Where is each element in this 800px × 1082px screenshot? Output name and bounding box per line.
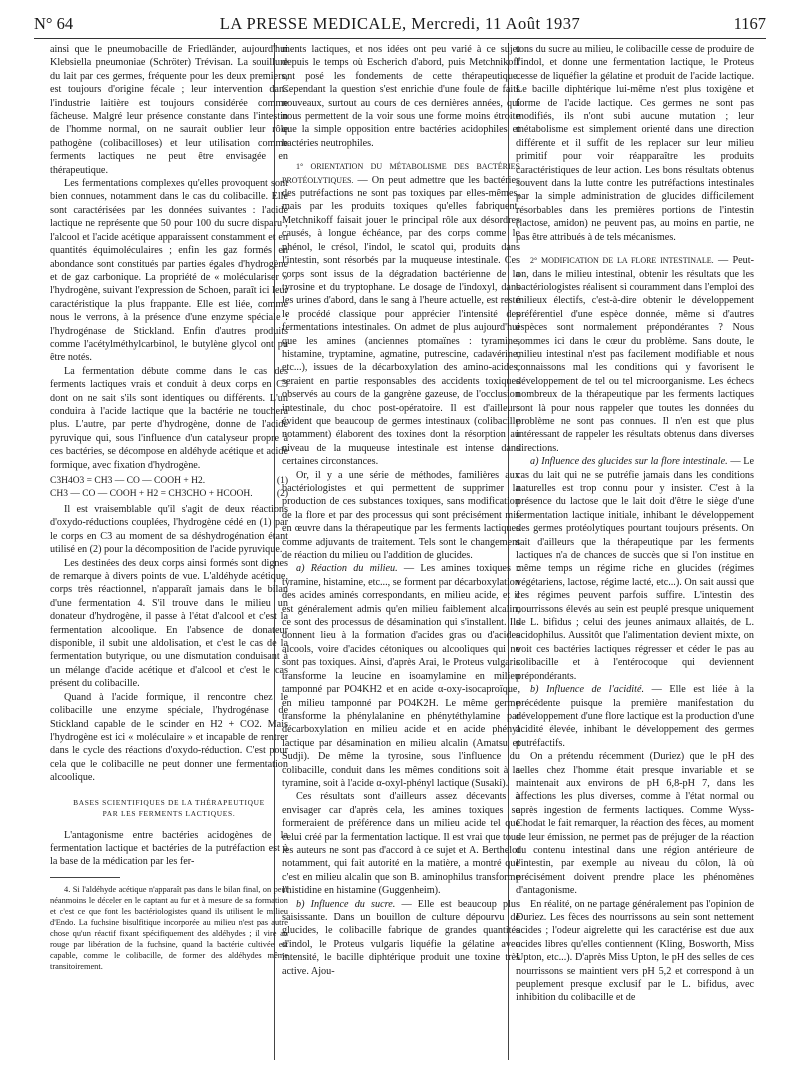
issue-number: N° 64 bbox=[34, 14, 74, 33]
paragraph: Or, il y a une série de méthodes, familières aux bactériologistes et qui permettent de supprimer la production de ces substances toxiques, sans modification de la flore et par des processus qui sont précisément mis en œuvre dans la thérapeutique par les ferments lactiques comme adjuvants de traitement. Tels sont le changement de réaction du milieu ou l'addition de glucides. bbox=[282, 469, 520, 562]
section-heading-line: PAR LES FERMENTS LACTIQUES. bbox=[102, 808, 236, 818]
paragraph: Quand à l'acide formique, il rencontre chez le colibacille une enzyme spéciale, l'hydrogénase de Stickland capable de le scinder en H2 + CO2. Mais l'hydrogène est ici « moléculaire » et incapable de rentrer dans le cycle des réactions d'oxydo-réduction. C'est pour cela que le colibacille ne peut donner une fermentation alcoolique. bbox=[50, 691, 288, 784]
paragraph bbox=[516, 455, 754, 683]
section-heading bbox=[50, 797, 288, 819]
paragraph: L'antagonisme entre bactéries acidogènes de la fermentation lactique et bactéries de la putréfaction est à la base de la médication par les fer- bbox=[50, 829, 288, 868]
section-text: — On peut admettre que les bactéries des putréfactions ne sont pas toxiques par elles-mêmes, mais par les produits toxiques qu'elles fabriquent. Metchnikoff faisait jouer le principal rôle aux désordres causés, à longue échéance, par des corps comme le phénol, le crésol, l'indol, le scatol qui, produits dans l'intestin, sont résorbés par la muqueuse intestinale. Ces corps sont issus de la dégradation bactérienne de la tyrosine et du tryptophane. Le dosage de l'indoxyl, dans les urines d'abord, dans le sang à l'heure actuelle, est resté le procédé classique pour apprécier l'intensité des fermentations intestinales. On admet de plus aujourd'hui que les amines (anciennes ptomaïnes : tyramine, histamine, tryptamine, agmatine, putrescine, cadavérine, etc...), issues de la décarboxylation des amino-acides, seraient en partie responsables des accidents toxiques observés au cours de la gangrène gazeuse, de l'occlusion intestinale, du choc post-opératoire. Il est d'ailleurs évident que beaucoup de germes intestinaux (colibacille notamment) élaborent des toxines dont la résorption au niveau de la muqueuse intestinale est intense dans certaines circonstances. bbox=[282, 174, 520, 468]
paragraph: ainsi que le pneumobacille de Friedländer, aujourd'hui Klebsiella pneumoniae (Schröter) Trévisan. La souillure du lait par ces germes, fréquente pour les deux premiers, est toujours d'origine fécale ; leur intervention dans l'industrie laitière est toujours considérée comme fâcheuse. Malgré leur présence constante dans l'intestin de l'homme normal, on ne saurait oublier leur rôle pathogène (colibacilloses) et leur utilisation comme ferments lactiques ne peut être envisagée en thérapeutique. bbox=[50, 44, 288, 176]
section-title: 1° ORIENTATION DU MÉTABOLISME DES BACTÉRIES PROTÉOLYTIQUES. bbox=[282, 162, 520, 185]
formula: C3H4O3 = CH3 — CO — COOH + H2. bbox=[50, 476, 206, 486]
subsection-title: b) Influence de l'acidité. bbox=[530, 684, 645, 696]
header-rule bbox=[34, 38, 766, 39]
paragraph bbox=[282, 160, 520, 468]
page-number: 1167 bbox=[733, 14, 766, 33]
section-heading-line: BASES SCIENTIFIQUES DE LA THÉRAPEUTIQUE bbox=[73, 797, 265, 807]
page-header bbox=[34, 14, 766, 36]
subsection-title: a) Réaction du milieu. bbox=[296, 563, 398, 575]
paragraph bbox=[282, 562, 520, 790]
paragraph: Il est vraisemblable qu'il s'agit de deux réactions d'oxydo-réductions couplées, l'hydrogène cédé en (1) par le corps en C3 au moment de sa déshydrogénation étant utilisé en (2) pour la décomposition de l'acide pyruvique. bbox=[50, 504, 288, 556]
paragraph: Les destinées des deux corps ainsi formés sont dignes de remarque à divers points de vue. L'aldéhyde acétique, corps très réactionnel, n'apparaît jamais dans le bilan d'une fermentation 4. S'il trouve dans le milieu un donateur d'hydrogène, il passe à l'état d'alcool et c'est la fermentation alcoolique. En l'absence de donateur disponible, il subit une aldolisation, et c'est le cas de la fermentation butyrique, ou une dismutation conduisant à un mélange d'acide acétique et d'alcool et c'est le cas présent du colibacille. bbox=[50, 557, 288, 690]
subsection-text: — Les amines toxiques : tyramine, histamine, etc..., se forment par décarboxylation des acides aminés correspondants, en milieu acide, et il est généralement admis qu'en milieu faiblement alcalin, ce sont des processus de désamination qui s'installent. Ils donnent lieu à la formation d'acides gras ou d'acides alcools, voire d'acides cétoniques ou alcooliques qui ne sont pas toxiques. Ainsi, d'après Arai, le Proteus vulgaris transforme la leucine en isoamylamine en milieu tamponné par PO4KH2 et en acide α-oxy-isocaproïque, en milieu tamponné par PO4K2H. Le même germe transforme la phénylalanine en phénytéthylamine par décarboxylation en milieu acide et en acide phényl lactique par désamination en milieu alcalin (Amatsu et Sudji). De même la tyrosine, sous l'influence du colibacille, conduit dans les mêmes conditions soit à la tyramine, soit à l'acide α-oxyl-phényl lactique (Susaki). bbox=[282, 563, 520, 789]
subsection-title: a) Influence des glucides sur la flore intestinale. bbox=[530, 456, 728, 468]
column-2 bbox=[282, 43, 520, 1060]
journal-title: LA PRESSE MEDICALE, Mercredi, 11 Août 1937 bbox=[219, 14, 581, 33]
paragraph: On a prétendu récemment (Duriez) que le pH des selles chez l'homme était presque invariable et se maintenait aux environs de pH 6,8-pH 7, dans les affections les plus diverses, comme à l'état normal ou après ingestion de ferments lactiques. Comme Wyss-Chodat le fait remarquer, la réaction des fèces, au moment de leur émission, ne permet pas de préjuger de la réaction du contenu intestinal dans une région antérieure de l'intestin, par exemple au niveau du côlon, là où précisément doivent prendre place les phénomènes d'antagonisme. bbox=[516, 751, 754, 897]
formula-number: (2) bbox=[276, 488, 288, 499]
paragraph: ments lactiques, et nos idées ont peu varié à ce sujet depuis le temps où Escherich d'abord, puis Metchnikoff ont posé les fondements de cette thérapeutique. Cependant la question s'est enrichie d'une foule de faits nouveaux, surtout au cours de ces dernières années, qui nous permettent de la voir sous une forme moins étroite que la simple opposition entre bactéries acidophiles et bactéries neutrophiles. bbox=[282, 44, 520, 149]
column-1 bbox=[50, 43, 288, 1060]
footnote: 4. Si l'aldéhyde acétique n'apparaît pas dans le bilan final, on peut néanmoins le déceler en le captant au fur et à mesure de sa formation et c'est ce que font les bactériologistes quand ils utilisent le milieu d'Endo. La fuchsine bisulfitique incorporée au milieu n'est pas autre chose qu'un réactif fixant spécifiquement des aldéhydes ; il vire au rouge par libération de la fuchsine, quand la bactérie cultivée est capable, comme le colibacille, de former des aldéhydes même transitoirement. bbox=[50, 884, 288, 971]
paragraph: Les fermentations complexes qu'elles provoquent sont bien connues, notamment dans le cas du colibacille. Elle sont caractérisées par les données suivantes : l'acide lactique ne représente que 50 pour 100 du sucre disparu ; l'alcool et l'acide acétique apparaissent constamment et en quantités équimoléculaires ; enfin les gaz formés en abondance sont constitués par parties égales d'hydrogène et de gaz carbonique. La propriété de « moléculariser » l'hydrogène, suivant l'expression de Schoen, paraît ici leur caractéristique la plus frappante. Elle est liée, comme nous le verrons, à la présence d'une enzyme spéciale : l'hydrogénase de Stickland. Enfin d'autres produits comme l'acétylméthylcarbinol, le butylène glycol ont pu être notés. bbox=[50, 178, 288, 364]
subsection-text: — Elle est beaucoup plus saisissante. Dans un bouillon de culture dépourvu de glucides, le colibacille fabrique de grandes quantités d'indol, le Proteus vulgaris liquéfie la gélatine avec intensité, le bacille diphtérique produit une toxine très active. Ajou- bbox=[282, 898, 520, 977]
formula-number: (1) bbox=[276, 476, 288, 486]
formula-block bbox=[50, 475, 288, 500]
section-title: 2° MODIFICATION DE LA FLORE INTESTINALE. bbox=[530, 256, 714, 266]
subsection-text: — Le cas du lait qui ne se putréfie jamais dans les conditions naturelles est trop connu pour y insister. C'est à la présence du lactose que le lait doit d'être le siège d'une fermentation lactique initiale, inhibant le développement des germes protéolytiques pourtant toujours présents. On sait d'ailleurs que la thérapeutique par les ferments lactiques n'a de chances de succès que si l'on institue en même temps un régime riche en glucides (régimes végétariens, lactose, régime lacté, etc...). On sait aussi que ces régimes peuvent parfois suffire. L'intestin des nourrissons élevés au sein est peuplé presque uniquement de L. bifidus ; celui des jeunes animaux allaités, de L. acidophilus. Aussitôt que l'alimentation devient mixte, on voit ces bactéries lactiques régresser et céder le pas au colibacille et à l'entérocoque qui deviennent prépondérants. bbox=[516, 456, 754, 682]
paragraph: La fermentation débute comme dans le cas des ferments lactiques vrais et conduit à deux corps en C3 dont on ne sait s'ils sont identiques ou différents. L'un conduira à l'acide lactique que la bactérie ne touchera plus. L'autre, par perte d'hydrogène, donne de l'acide pyruvique qui, sous l'influence d'un catalyseur propre à ces bactéries, se décompose en aldéhyde acétique et acide formique, avec fixation d'hydrogène. bbox=[50, 365, 288, 471]
paragraph bbox=[282, 898, 520, 978]
paragraph: Ces résultats sont d'ailleurs assez décevants à envisager car d'après cela, les amines toxiques se formeraient de préférence dans un milieu acide tel que celui créé par la fermentation lactique. Il est vrai que tous les auteurs ne sont pas d'accord à ce sujet et A. Berthelot notamment, qui fait autorité en la matière, a montré que c'est en milieu alcalin que son B. aminophilus transforme l'histidine en histamine (Guggenheim). bbox=[282, 791, 520, 897]
paragraph: tons du sucre au milieu, le colibacille cesse de produire de l'indol, et donne une fermentation lactique, le Proteus cesse de liquéfier la gélatine et produit de l'acide lactique. Le bacille diphtérique lui-même n'est plus toxigène et forme de l'acide lactique. Ces germes ne sont pas modifiés, ils n'ont subi aucune mutation ; leur métabolisme est simplement orienté dans une direction différente et il suffit de les replacer sur leur milieu primitif pour voir réapparaître les produits caractéristiques de leur action. Les bons résultats obtenus souvent dans la lutte contre les putréfactions intestinales par la simple administration de glucides difficilement résorbables dans les premières portions de l'intestin (lactose, amidon) ne peuvent pas, au moins en partie, ne pas être attribués à de tels mécanismes. bbox=[516, 44, 754, 243]
subsection-text: — Elle est liée à la précédente puisque la première manifestation du développement d'une flore lactique est la production d'une acidité élevée, inhibant le développement des germes putréfactifs. bbox=[516, 684, 754, 749]
subsection-title: b) Influence du sucre. bbox=[296, 898, 396, 910]
column-3 bbox=[516, 43, 754, 1060]
formula: CH3 — CO — COOH + H2 = CH3CHO + HCOOH. bbox=[50, 488, 253, 499]
footnote-rule bbox=[50, 877, 120, 878]
section-text: — Peut-on, dans le milieu intestinal, obtenir les résultats que les bactériologistes réalisent si couramment dans l'emploi des milieux électifs, c'est-à-dire obtenir le développement préférentiel d'une espèce donnée, même si d'autres espèces sont normalement prépondérantes ? Nous sommes ici dans le cœur du problème. Sans doute, le milieu intestinal n'est pas facilement modifiable et nous connaissons mal les conditions qui y favorisent le développement de tel ou tel microorganisme. Les échecs nombreux de la thérapeutique par les ferments lactiques sont là pour nous rappeler que toutes les données du problème ne sont pas connues. Il n'en est que plus intéressant de rappeler les résultats obtenus dans diverses directions. bbox=[516, 255, 754, 454]
paragraph bbox=[516, 683, 754, 750]
paragraph bbox=[516, 254, 754, 455]
paragraph: En réalité, on ne partage généralement pas l'opinion de Duriez. Les fèces des nourrissons au sein sont nettement acides ; l'odeur aigrelette qui les caractérise est due aux acides libres qu'elles contiennent (Kling, Bosworth, Miss Upton, etc...). D'après Miss Upton, le pH des selles de ces nourrissons se maintient vers pH 5,2 et correspond à un peuplement presque exclusif par le L. bifidus, avec inhibition du colibacille et de bbox=[516, 898, 754, 1004]
